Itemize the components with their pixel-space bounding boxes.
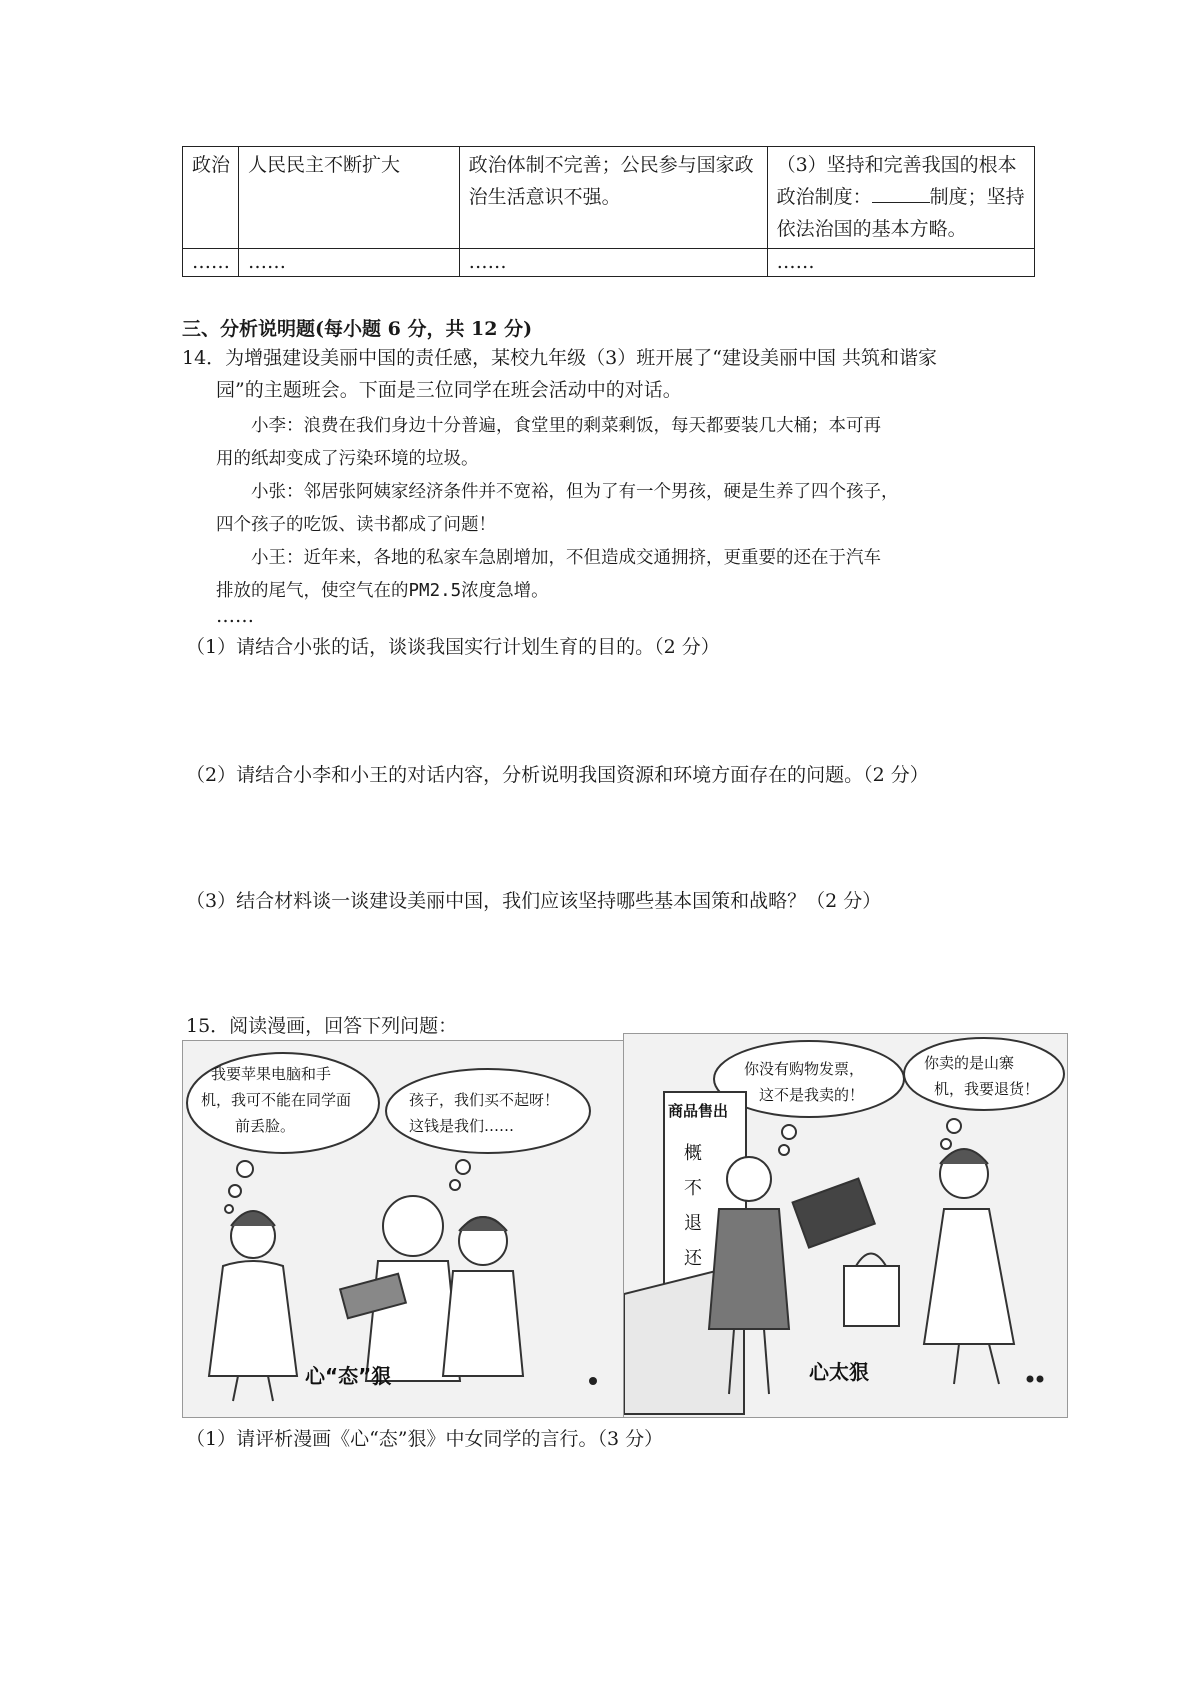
dialog-wang-line2: 排放的尾气，使空气在的PM2.5浓度急增。	[216, 581, 549, 601]
cartoon-left-drawing	[183, 1041, 624, 1417]
left-bubble2-line1: 孩子，我们买不起呀！	[409, 1091, 560, 1109]
right-bubble1-line1: 你没有购物发票，	[744, 1060, 865, 1078]
right-bubble2-line2: 机，我要退货！	[934, 1080, 1040, 1098]
measure-text-post: 坚持依法治国的基本方略。	[776, 186, 1025, 240]
left-bubble1-line2: 机，我可不能在同学面	[201, 1091, 352, 1109]
table-row	[183, 249, 1035, 277]
dialog-ellipsis: ……	[216, 605, 254, 627]
cartoon-left	[182, 1040, 625, 1418]
right-bubble1-line2: 这不是我卖的！	[759, 1086, 865, 1104]
sign-char: 不	[684, 1178, 702, 1199]
q15-intro: 15．阅读漫画，回答下列问题：	[186, 1015, 458, 1037]
table-cell-ellipsis: ……	[459, 249, 767, 277]
q14-sub1: （1）请结合小张的话，谈谈我国实行计划生育的目的。（2 分）	[186, 636, 720, 658]
cartoon-right-drawing	[624, 1034, 1067, 1417]
left-bubble1-line3: 前丢脸。	[235, 1117, 296, 1135]
table-cell-category: 政治	[183, 147, 239, 249]
caption-right: 心太狠	[809, 1360, 869, 1384]
table-cell-achievement: 人民民主不断扩大	[239, 147, 460, 249]
right-bubble2-line1: 你卖的是山寨	[924, 1054, 1015, 1072]
table-cell-measure	[767, 147, 1034, 249]
q14-sub2: （2）请结合小李和小王的对话内容，分析说明我国资源和环境方面存在的问题。（2 分）	[186, 764, 929, 786]
sign-char: 概	[684, 1143, 702, 1164]
q15-sub1: （1）请评析漫画《心“态”狠》中女同学的言行。（3 分）	[186, 1428, 664, 1450]
section-title: 三、分析说明题(每小题 6 分，共 12 分)	[182, 318, 533, 340]
dialog-wang-line1: 小王：近年来，各地的私家车急剧增加，不但造成交通拥挤，更重要的还在于汽车	[251, 548, 881, 568]
measure-text-pre: （3）坚持和完善我国的根本政治制度：	[776, 154, 1017, 208]
cartoon-right	[623, 1033, 1068, 1418]
dialog-li-line1: 小李：浪费在我们身边十分普遍，食堂里的剩菜剩饭，每天都要装几大桶；本可再	[251, 416, 881, 436]
caption-left: 心“态”狠	[305, 1364, 392, 1388]
left-bubble2-line2: 这钱是我们……	[409, 1117, 515, 1135]
answer-blank[interactable]	[872, 184, 930, 203]
sign-char: 退	[684, 1213, 702, 1234]
q14-intro-line2: 园”的主题班会。下面是三位同学在班会活动中的对话。	[216, 379, 682, 401]
table-cell-problem: 政治体制不完善；公民参与国家政治生活意识不强。	[459, 147, 767, 249]
left-bubble1-line1: 我要苹果电脑和手	[211, 1065, 332, 1083]
measure-text-mid: 制度；	[929, 186, 987, 208]
dialog-zhang-line1: 小张：邻居张阿姨家经济条件并不宽裕，但为了有一个男孩，硬是生养了四个孩子，	[251, 482, 899, 502]
sign-title: 商品售出	[668, 1102, 729, 1120]
dialog-zhang-line2: 四个孩子的吃饭、读书都成了问题！	[216, 515, 496, 535]
sign-char: 还	[684, 1248, 702, 1269]
q14-sub3: （3）结合材料谈一谈建设美丽中国，我们应该坚持哪些基本国策和战略？（2 分）	[186, 890, 882, 912]
table-row	[183, 147, 1035, 249]
table-cell-ellipsis: ……	[183, 249, 239, 277]
dialog-li-line2: 用的纸却变成了污染环境的垃圾。	[216, 449, 479, 469]
table-cell-ellipsis: ……	[239, 249, 460, 277]
comparison-table	[182, 146, 1035, 277]
q14-intro-line1: 14．为增强建设美丽中国的责任感，某校九年级（3）班开展了“建设美丽中国 共筑和谐家	[182, 347, 938, 369]
table-cell-ellipsis: ……	[767, 249, 1034, 277]
